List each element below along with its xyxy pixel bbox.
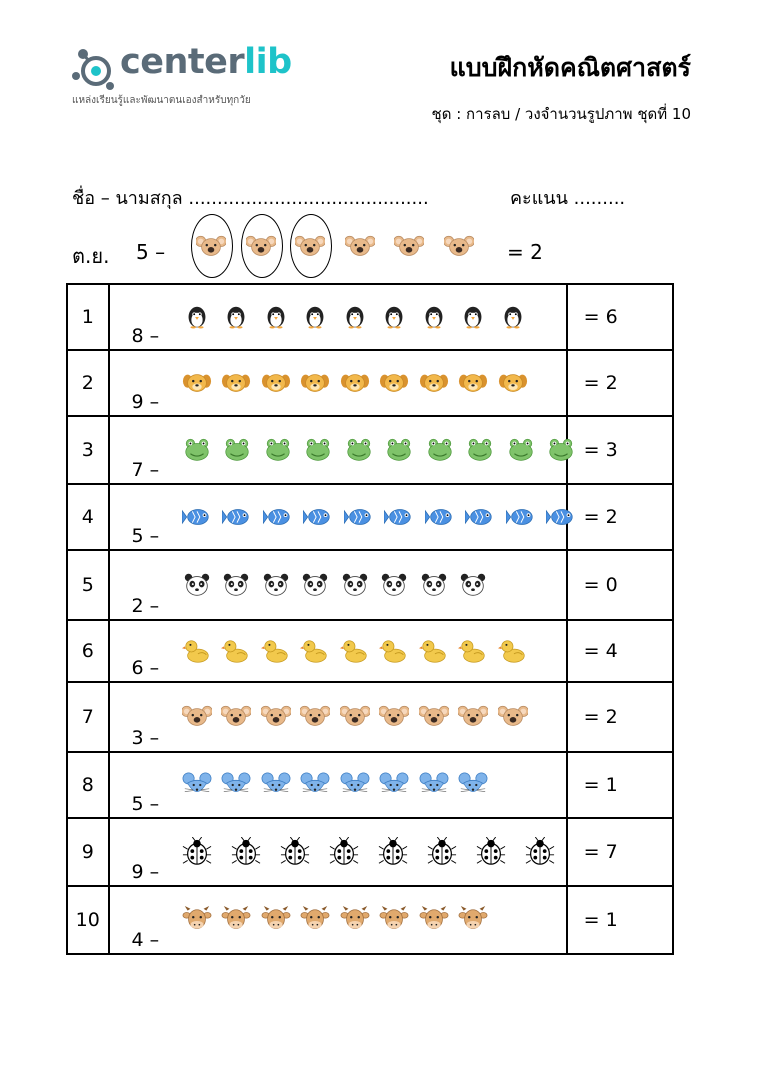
answer: = 1 [567, 886, 673, 954]
ladybug-icon [329, 837, 359, 867]
mouse-icon [419, 770, 449, 800]
koala-icon [394, 232, 424, 262]
mouse-icon [340, 770, 370, 800]
ladybug-icon [476, 837, 506, 867]
koala-icon [379, 702, 409, 732]
cow-icon [458, 905, 488, 935]
mouse-icon [182, 770, 212, 800]
dog-icon [340, 368, 370, 398]
problem-cell[interactable] [109, 484, 567, 550]
duck-icon [300, 636, 330, 666]
panda-icon [419, 570, 449, 600]
answer: = 4 [567, 620, 673, 682]
worksheet-subtitle: ชุด : การลบ / วงจำนวนรูปภาพ ชุดที่ 10 [431, 105, 691, 123]
minuend: 8 – [131, 325, 160, 347]
problem-cell[interactable] [109, 550, 567, 620]
crossed-out-circle [290, 214, 332, 278]
cow-icon [300, 905, 330, 935]
penguin-icon [182, 302, 212, 332]
frog-icon [263, 435, 293, 465]
fish-icon [263, 502, 293, 532]
problem-row [67, 752, 673, 818]
problem-row [67, 550, 673, 620]
problem-row [67, 416, 673, 484]
problem-number: 4 [67, 484, 109, 550]
answer: = 7 [567, 818, 673, 886]
problem-row [67, 350, 673, 416]
minuend: 7 – [131, 459, 160, 481]
problem-cell[interactable] [109, 818, 567, 886]
crossed-out-circle [241, 214, 283, 278]
dog-icon [300, 368, 330, 398]
duck-icon [261, 636, 291, 666]
frog-icon [303, 435, 333, 465]
panda-icon [221, 570, 251, 600]
frog-icon [506, 435, 536, 465]
duck-icon [221, 636, 251, 666]
answer: = 3 [567, 416, 673, 484]
problem-cell[interactable] [109, 682, 567, 752]
dog-icon [261, 368, 291, 398]
ladybug-icon [280, 837, 310, 867]
minuend: 6 – [131, 657, 160, 679]
dog-icon [182, 368, 212, 398]
mouse-icon [221, 770, 251, 800]
answer: = 1 [567, 752, 673, 818]
answer: = 0 [567, 550, 673, 620]
example-answer: = 2 [507, 240, 543, 264]
problem-cell[interactable] [109, 350, 567, 416]
koala-icon [345, 232, 375, 262]
example-label: ต.ย. [72, 244, 110, 268]
problem-row [67, 682, 673, 752]
logo-wordmark: centerlib [120, 42, 292, 82]
problem-row [67, 886, 673, 954]
ladybug-icon [427, 837, 457, 867]
minuend: 4 – [131, 929, 160, 951]
logo-tagline: แหล่งเรียนรู้และพัฒนาตนเองสำหรับทุกวัย [72, 95, 251, 106]
panda-icon [300, 570, 330, 600]
frog-icon [425, 435, 455, 465]
problem-number: 3 [67, 416, 109, 484]
koala-icon [300, 702, 330, 732]
frog-icon [384, 435, 414, 465]
minuend: 2 – [131, 595, 160, 617]
problem-number: 2 [67, 350, 109, 416]
problem-number: 7 [67, 682, 109, 752]
dog-icon [221, 368, 251, 398]
minuend: 5 – [131, 525, 160, 547]
mouse-icon [300, 770, 330, 800]
panda-icon [458, 570, 488, 600]
problem-row [67, 284, 673, 350]
centerlib-logo [70, 40, 310, 110]
answer: = 2 [567, 484, 673, 550]
cow-icon [379, 905, 409, 935]
score-field: คะแนน ......... [510, 188, 626, 209]
frog-icon [465, 435, 495, 465]
problem-number: 9 [67, 818, 109, 886]
cow-icon [340, 905, 370, 935]
duck-icon [458, 636, 488, 666]
duck-icon [182, 636, 212, 666]
frog-icon [546, 435, 576, 465]
answer: = 2 [567, 350, 673, 416]
worksheet-title: แบบฝึกหัดคณิตศาสตร์ [449, 53, 691, 82]
dog-icon [458, 368, 488, 398]
fish-icon [303, 502, 333, 532]
problem-number: 1 [67, 284, 109, 350]
koala-icon [444, 232, 474, 262]
ladybug-icon [525, 837, 555, 867]
koala-icon [182, 702, 212, 732]
cow-icon [261, 905, 291, 935]
fish-icon [384, 502, 414, 532]
example-minuend: 5 – [136, 240, 166, 264]
koala-icon [221, 702, 251, 732]
koala-icon [261, 702, 291, 732]
problem-cell[interactable] [109, 886, 567, 954]
student-name-field[interactable]: ชื่อ – นามสกุล .......................................... [72, 188, 429, 209]
problem-row [67, 484, 673, 550]
answer: = 2 [567, 682, 673, 752]
minuend: 3 – [131, 727, 160, 749]
fish-icon [222, 502, 252, 532]
koala-icon [340, 702, 370, 732]
problem-cell[interactable] [109, 752, 567, 818]
fish-icon [506, 502, 536, 532]
problem-number: 6 [67, 620, 109, 682]
fish-icon [182, 502, 212, 532]
duck-icon [379, 636, 409, 666]
problem-number: 8 [67, 752, 109, 818]
koala-icon [419, 702, 449, 732]
koala-icon [498, 702, 528, 732]
example-problem [72, 212, 692, 282]
koala-icon [458, 702, 488, 732]
ladybug-icon [378, 837, 408, 867]
frog-icon [344, 435, 374, 465]
ladybug-icon [182, 837, 212, 867]
dog-icon [419, 368, 449, 398]
panda-icon [379, 570, 409, 600]
mouse-icon [261, 770, 291, 800]
minuend: 9 – [131, 391, 160, 413]
frog-icon [182, 435, 212, 465]
panda-icon [340, 570, 370, 600]
mouse-icon [379, 770, 409, 800]
penguin-icon [300, 302, 330, 332]
duck-icon [340, 636, 370, 666]
problem-cell[interactable] [109, 416, 567, 484]
penguin-icon [419, 302, 449, 332]
dog-icon [379, 368, 409, 398]
penguin-icon [221, 302, 251, 332]
panda-icon [182, 570, 212, 600]
frog-icon [222, 435, 252, 465]
crossed-out-circle [191, 214, 233, 278]
duck-icon [498, 636, 528, 666]
cow-icon [221, 905, 251, 935]
duck-icon [419, 636, 449, 666]
mouse-icon [458, 770, 488, 800]
fish-icon [425, 502, 455, 532]
problem-cell[interactable] [109, 284, 567, 350]
minuend: 5 – [131, 793, 160, 815]
penguin-icon [379, 302, 409, 332]
answer: = 6 [567, 284, 673, 350]
fish-icon [546, 502, 576, 532]
problem-row [67, 818, 673, 886]
penguin-icon [458, 302, 488, 332]
penguin-icon [498, 302, 528, 332]
problem-number: 5 [67, 550, 109, 620]
panda-icon [261, 570, 291, 600]
fish-icon [465, 502, 495, 532]
minuend: 9 – [131, 861, 160, 883]
problem-row [67, 620, 673, 682]
exercise-table [66, 283, 674, 955]
cow-icon [182, 905, 212, 935]
problem-number: 10 [67, 886, 109, 954]
fish-icon [344, 502, 374, 532]
penguin-icon [261, 302, 291, 332]
dog-icon [498, 368, 528, 398]
penguin-icon [340, 302, 370, 332]
ladybug-icon [231, 837, 261, 867]
logo-network-icon [70, 44, 120, 94]
problem-cell[interactable] [109, 620, 567, 682]
cow-icon [419, 905, 449, 935]
